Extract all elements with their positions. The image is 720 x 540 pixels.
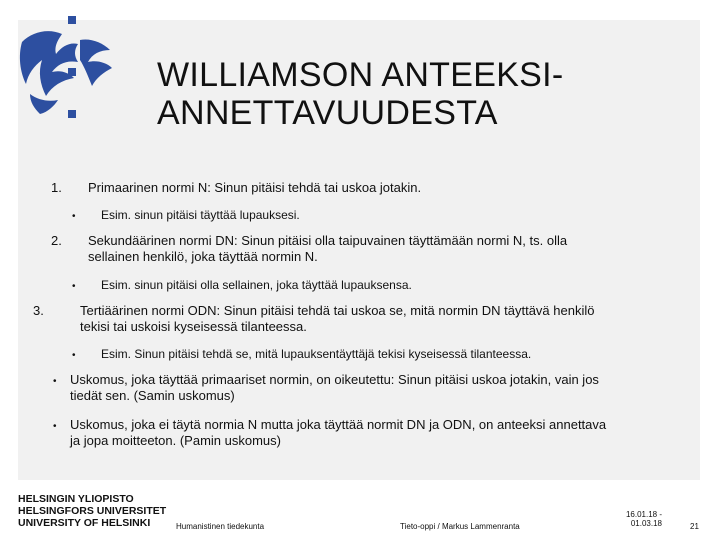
list-item-3-text-line-2: tekisi tai uskoisi kyseisessä tilanteessa. — [80, 319, 307, 334]
wordmark-line-3: UNIVERSITY OF HELSINKI — [18, 517, 151, 529]
pamin-belief-line-2: ja jopa moitteeton. (Pamin uskomus) — [70, 433, 281, 448]
samin-belief-line-1: Uskomus, joka täyttää primaariset normin, on oikeutettu: Sinun pitäisi uskoa jotakin, vain jos — [70, 372, 599, 387]
title-line-1: WILLIAMSON ANTEEKSI- — [157, 56, 564, 94]
list-item-1-text: Primaarinen normi N: Sinun pitäisi tehdä tai uskoa jotakin. — [88, 180, 422, 195]
list-item-1-example: Esim. sinun pitäisi täyttää lupauksesi. — [101, 208, 300, 222]
author-label: Tieto-oppi / Markus Lammenranta — [400, 522, 520, 531]
wordmark-line-2: HELSINGFORS UNIVERSITET — [18, 505, 167, 517]
bullet-marker: • — [72, 350, 76, 361]
bullet-marker: • — [53, 376, 57, 387]
bullet-marker: • — [72, 281, 76, 292]
date-line-2: 01.03.18 — [630, 519, 662, 528]
list-item-2-text-line-1: Sekundäärinen normi DN: Sinun pitäisi olla taipuvainen täyttämään normi N, ts. olla — [88, 233, 568, 248]
list-number-1: 1. — [51, 180, 62, 195]
page-number: 21 — [690, 522, 699, 531]
pamin-belief-line-1: Uskomus, joka ei täytä normia N mutta joka täyttää normit DN ja ODN, on anteeksi annettava — [70, 417, 607, 432]
faculty-label: Humanistinen tiedekunta — [176, 522, 265, 531]
title-line-2: ANNETTAVUUDESTA — [157, 94, 498, 132]
list-item-2-text-line-2: sellainen henkilö, joka täyttää normin N. — [88, 249, 318, 264]
samin-belief-line-2: tiedät sen. (Samin uskomus) — [70, 388, 235, 403]
bullet-marker: • — [53, 421, 57, 432]
list-number-2: 2. — [51, 233, 62, 248]
date-line-1: 16.01.18 - — [625, 510, 662, 519]
list-number-3: 3. — [33, 303, 44, 318]
date-range — [620, 510, 662, 528]
university-wordmark — [18, 493, 166, 529]
wordmark-line-1: HELSINGIN YLIOPISTO — [18, 493, 134, 505]
list-item-3-example: Esim. Sinun pitäisi tehdä se, mitä lupauksentäyttäjä tekisi kyseisessä tilanteessa. — [101, 347, 532, 361]
list-item-3-text-line-1: Tertiäärinen normi ODN: Sinun pitäisi tehdä tai uskoa se, mitä normin DN täyttävä henkilö — [80, 303, 595, 318]
list-item-2-example: Esim. sinun pitäisi olla sellainen, joka täyttää lupauksensa. — [101, 278, 412, 292]
bullet-marker: • — [72, 211, 76, 222]
